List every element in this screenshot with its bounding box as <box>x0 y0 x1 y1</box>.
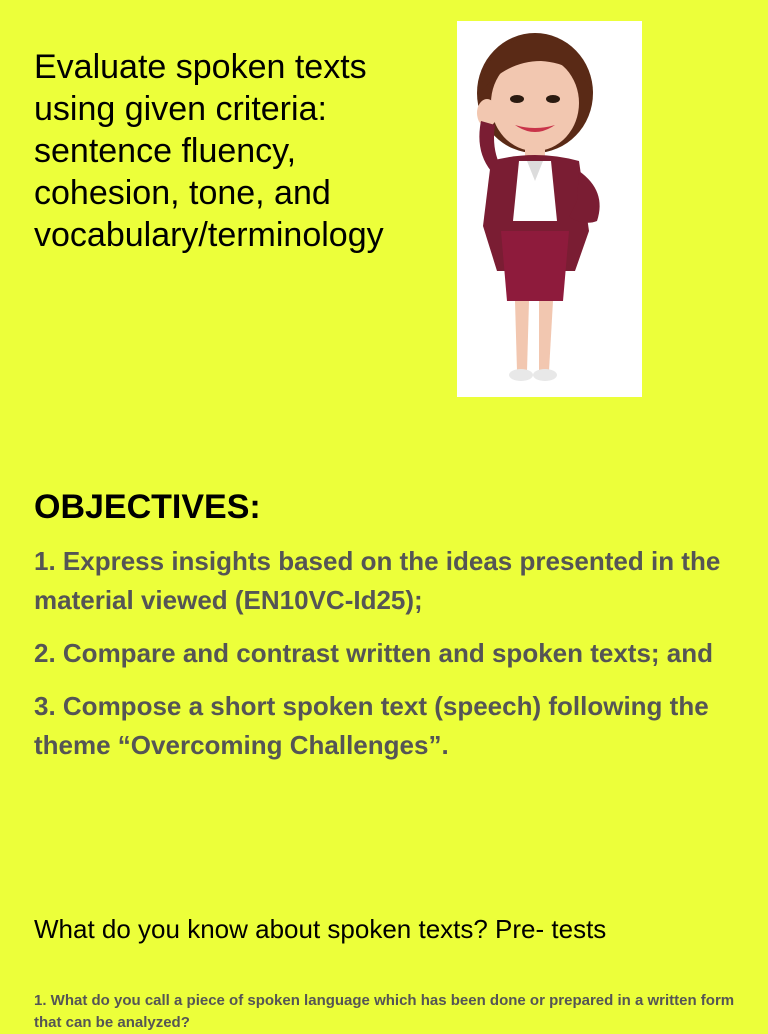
objectives-list <box>34 542 734 779</box>
objective-item: 3. Compose a short spoken text (speech) following the theme “Overcoming Challenges”. <box>34 691 709 760</box>
pretest-question-1: 1. What do you call a piece of spoken language which has been done or prepared in a written form that can be analyzed? <box>34 992 735 1031</box>
objective-item: 1. Express insights based on the ideas presented in the material viewed (EN10VC-Id25); <box>34 546 721 615</box>
objective-item: 2. Compare and contrast written and spoken texts; and <box>34 638 714 668</box>
teacher-illustration <box>457 21 642 397</box>
pretest-title: What do you know about spoken texts? Pre- tests <box>34 914 607 944</box>
objectives-heading: OBJECTIVES: <box>34 488 261 526</box>
page-title: Evaluate spoken texts using given criteria: sentence fluency, cohesion, tone, and vocabulary/terminology <box>34 48 384 254</box>
